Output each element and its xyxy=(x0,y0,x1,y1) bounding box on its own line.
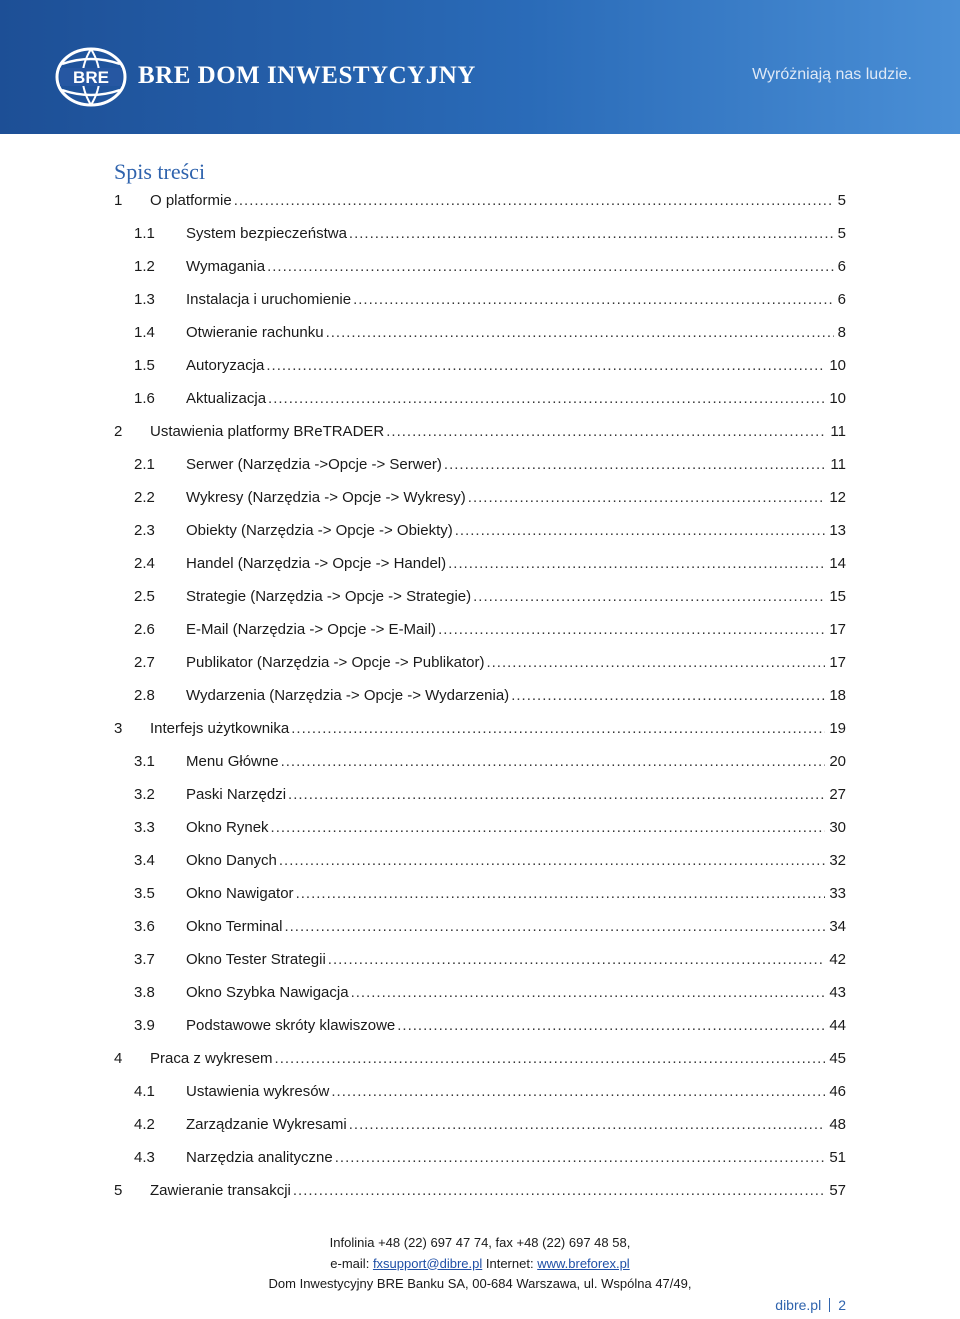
toc-entry-page: 43 xyxy=(829,984,846,1001)
toc-entry-number: 3 xyxy=(114,720,123,737)
toc-dot-leader xyxy=(353,286,834,314)
toc-entry[interactable] xyxy=(114,880,846,913)
toc-entry-title: Ustawienia platformy BReTRADER xyxy=(150,423,385,440)
toc-entry[interactable] xyxy=(114,1144,846,1177)
toc-entry-number: 1.3 xyxy=(134,291,155,308)
page-number-block xyxy=(775,1297,846,1313)
toc-entry[interactable] xyxy=(114,1012,846,1045)
toc-entry-title: Paski Narzędzi xyxy=(186,786,287,803)
toc-entry-number: 4.1 xyxy=(134,1083,155,1100)
toc-dot-leader xyxy=(328,946,826,974)
footer-email-link[interactable]: fxsupport@dibre.pl xyxy=(372,1255,483,1271)
toc-entry-page: 34 xyxy=(829,918,846,935)
toc-entry[interactable] xyxy=(114,550,846,583)
toc-entry-title: Zawieranie transakcji xyxy=(150,1182,291,1199)
toc-dot-leader xyxy=(284,913,825,941)
toc-entry-title: O platformie xyxy=(150,192,232,209)
toc-entry-page: 27 xyxy=(829,786,846,803)
toc-entry[interactable] xyxy=(114,220,846,253)
toc-dot-leader xyxy=(293,1177,825,1205)
toc-entry-title: Okno Nawigator xyxy=(186,885,294,902)
toc-entry-number: 2.1 xyxy=(134,456,155,473)
pager-page-number: 2 xyxy=(838,1297,846,1313)
toc-entry-title: Okno Danych xyxy=(186,852,277,869)
toc-entry-number: 4.2 xyxy=(134,1116,155,1133)
toc-dot-leader xyxy=(349,1111,826,1139)
toc-entry-page: 5 xyxy=(837,192,846,209)
toc-entry-title: System bezpieczeństwa xyxy=(186,225,347,242)
logo-lettering: BRE xyxy=(73,68,109,87)
toc-entry-number: 2.4 xyxy=(134,555,155,572)
toc-dot-leader xyxy=(351,979,826,1007)
toc-entry-number: 3.3 xyxy=(134,819,155,836)
toc-entry[interactable] xyxy=(114,1045,846,1078)
toc-entry-number: 4.3 xyxy=(134,1149,155,1166)
toc-entry-number: 1.2 xyxy=(134,258,155,275)
footer-address-line: Dom Inwestycyjny BRE Banku SA, 00-684 Warszawa, ul. Wspólna 47/49, xyxy=(268,1276,692,1291)
toc-entry[interactable] xyxy=(114,385,846,418)
toc-entry-title: Okno Szybka Nawigacja xyxy=(186,984,349,1001)
pager-site: dibre.pl xyxy=(775,1297,822,1313)
toc-entry-page: 12 xyxy=(829,489,846,506)
toc-entry[interactable] xyxy=(114,715,846,748)
toc-entry[interactable] xyxy=(114,418,846,451)
toc-entry[interactable] xyxy=(114,946,846,979)
toc-entry-page: 42 xyxy=(829,951,846,968)
toc-entry-title: Okno Rynek xyxy=(186,819,269,836)
toc-dot-leader xyxy=(268,385,825,413)
toc-entry[interactable] xyxy=(114,814,846,847)
toc-entry[interactable] xyxy=(114,1111,846,1144)
toc-entry-page: 46 xyxy=(829,1083,846,1100)
toc-dot-leader xyxy=(271,814,826,842)
toc-entry-title: Ustawienia wykresów xyxy=(186,1083,330,1100)
brand-slogan: Wyróżniają nas ludzie. xyxy=(752,66,912,83)
toc-dot-leader xyxy=(275,1045,826,1073)
toc-entry-title: Obiekty (Narzędzia -> Opcje -> Obiekty) xyxy=(186,522,453,539)
toc-entry-title: Serwer (Narzędzia ->Opcje -> Serwer) xyxy=(186,456,442,473)
toc-entry[interactable] xyxy=(114,517,846,550)
toc-entry-title: Wykresy (Narzędzia -> Opcje -> Wykresy) xyxy=(186,489,466,506)
toc-entry-title: Okno Tester Strategii xyxy=(186,951,326,968)
toc-entry[interactable] xyxy=(114,847,846,880)
toc-dot-leader xyxy=(335,1144,826,1172)
toc-entry-title: Aktualizacja xyxy=(186,390,267,407)
toc-dot-leader xyxy=(511,682,825,710)
toc-entry-title: Wymagania xyxy=(186,258,266,275)
toc-dot-leader xyxy=(486,649,825,677)
toc-entry-page: 5 xyxy=(837,225,846,242)
toc-entry[interactable] xyxy=(114,781,846,814)
toc-dot-leader xyxy=(281,748,826,776)
toc-entry-number: 2.2 xyxy=(134,489,155,506)
toc-entry[interactable] xyxy=(114,649,846,682)
toc-entry-title: Instalacja i uruchomienie xyxy=(186,291,352,308)
toc-entry[interactable] xyxy=(114,616,846,649)
toc-entry-page: 17 xyxy=(829,654,846,671)
toc-entry-page: 10 xyxy=(829,357,846,374)
toc-dot-leader xyxy=(288,781,825,809)
toc-entry-page: 6 xyxy=(837,291,846,308)
toc-entry-title: Zarządzanie Wykresami xyxy=(186,1116,347,1133)
toc-entry-number: 3.7 xyxy=(134,951,155,968)
toc-entry-number: 3.5 xyxy=(134,885,155,902)
toc-entry-page: 44 xyxy=(829,1017,846,1034)
toc-entry-page: 48 xyxy=(829,1116,846,1133)
toc-entry-page: 11 xyxy=(830,423,846,440)
toc-entry-page: 45 xyxy=(829,1050,846,1067)
toc-entry[interactable] xyxy=(114,253,846,286)
toc-dot-leader xyxy=(267,253,834,281)
toc-entry[interactable] xyxy=(114,319,846,352)
toc-entry[interactable] xyxy=(114,979,846,1012)
toc-entry-page: 14 xyxy=(829,555,846,572)
toc-dot-leader xyxy=(266,352,825,380)
toc-entry[interactable] xyxy=(114,1078,846,1111)
toc-entry-number: 3.1 xyxy=(134,753,155,770)
brand-name: BRE DOM INWESTYCYJNY xyxy=(138,62,476,89)
toc-dot-leader xyxy=(444,451,827,479)
toc-entry[interactable] xyxy=(114,187,846,220)
toc-entry-page: 17 xyxy=(829,621,846,638)
toc-entry[interactable] xyxy=(114,286,846,319)
toc-entry-page: 10 xyxy=(829,390,846,407)
toc-entry-number: 2.6 xyxy=(134,621,155,638)
toc-entry-title: Okno Terminal xyxy=(186,918,283,935)
toc-entry-number: 3.9 xyxy=(134,1017,155,1034)
toc-entry-title: Wydarzenia (Narzędzia -> Opcje -> Wydarzenia) xyxy=(186,687,510,704)
toc-entry-number: 1.6 xyxy=(134,390,155,407)
toc-dot-leader xyxy=(279,847,825,875)
toc-entry-number: 3.6 xyxy=(134,918,155,935)
toc-dot-leader xyxy=(468,484,826,512)
toc-dot-leader xyxy=(291,715,825,743)
toc-entry-number: 3.4 xyxy=(134,852,155,869)
toc-entry-page: 18 xyxy=(829,687,846,704)
toc-entry[interactable] xyxy=(114,451,846,484)
toc-dot-leader xyxy=(331,1078,825,1106)
toc-entry-title: Handel (Narzędzia -> Opcje -> Handel) xyxy=(186,555,447,572)
toc-heading: Spis treści xyxy=(114,159,206,184)
toc-dot-leader xyxy=(296,880,826,908)
footer-internet-label: Internet: xyxy=(485,1255,534,1271)
toc-entry[interactable] xyxy=(114,748,846,781)
toc-entry[interactable] xyxy=(114,913,846,946)
pager-divider xyxy=(829,1298,830,1312)
toc-dot-leader xyxy=(386,418,826,446)
toc-entry-page: 13 xyxy=(829,522,846,539)
table-of-contents xyxy=(114,187,846,1210)
toc-entry[interactable] xyxy=(114,682,846,715)
toc-entry-page: 19 xyxy=(829,720,846,737)
toc-entry-number: 2.3 xyxy=(134,522,155,539)
toc-entry-page: 51 xyxy=(829,1149,846,1166)
toc-entry-number: 2.5 xyxy=(134,588,155,605)
toc-dot-leader xyxy=(397,1012,825,1040)
toc-entry-number: 3.8 xyxy=(134,984,155,1001)
toc-entry-title: Interfejs użytkownika xyxy=(150,720,290,737)
toc-entry-number: 2 xyxy=(114,423,123,440)
toc-entry-number: 1 xyxy=(114,192,123,209)
toc-entry-page: 57 xyxy=(829,1182,846,1199)
footer-contact-line: Infolinia +48 (22) 697 47 74, fax +48 (22) 697 48 58, xyxy=(329,1235,631,1250)
toc-dot-leader xyxy=(473,583,825,611)
toc-entry-number: 4 xyxy=(114,1050,123,1067)
bre-globe-logo-icon xyxy=(54,46,128,108)
toc-entry-number: 3.2 xyxy=(134,786,155,803)
toc-dot-leader xyxy=(448,550,825,578)
toc-entry-title: Strategie (Narzędzia -> Opcje -> Strategie) xyxy=(186,588,472,605)
toc-entry-number: 1.5 xyxy=(134,357,155,374)
toc-dot-leader xyxy=(234,187,834,215)
toc-entry-page: 6 xyxy=(837,258,846,275)
toc-entry-number: 1.1 xyxy=(134,225,155,242)
toc-dot-leader xyxy=(326,319,834,347)
toc-entry-number: 2.7 xyxy=(134,654,155,671)
toc-entry-page: 8 xyxy=(837,324,846,341)
toc-dot-leader xyxy=(349,220,834,248)
footer-email-label: e-mail: xyxy=(330,1255,370,1271)
footer-website-link[interactable]: www.breforex.pl xyxy=(537,1255,630,1271)
toc-entry-number: 5 xyxy=(114,1182,123,1199)
toc-entry-title: E-Mail (Narzędzia -> Opcje -> E-Mail) xyxy=(186,621,437,638)
toc-entry-page: 11 xyxy=(830,456,846,473)
toc-entry-page: 33 xyxy=(829,885,846,902)
toc-entry-page: 15 xyxy=(829,588,846,605)
toc-entry[interactable] xyxy=(114,583,846,616)
toc-entry-title: Menu Główne xyxy=(186,753,279,770)
toc-entry-title: Otwieranie rachunku xyxy=(186,324,324,341)
page-footer xyxy=(0,1233,960,1295)
toc-entry-title: Praca z wykresem xyxy=(150,1050,273,1067)
toc-entry-title: Podstawowe skróty klawiszowe xyxy=(186,1017,396,1034)
footer-links-line xyxy=(0,1254,960,1275)
toc-entry[interactable] xyxy=(114,1177,846,1210)
toc-entry[interactable] xyxy=(114,352,846,385)
toc-entry-number: 2.8 xyxy=(134,687,155,704)
toc-entry-page: 20 xyxy=(829,753,846,770)
toc-entry-title: Autoryzacja xyxy=(186,357,265,374)
toc-dot-leader xyxy=(455,517,826,545)
toc-entry-page: 32 xyxy=(829,852,846,869)
toc-entry-page: 30 xyxy=(829,819,846,836)
toc-entry-number: 1.4 xyxy=(134,324,155,341)
toc-entry-title: Publikator (Narzędzia -> Opcje -> Publikator) xyxy=(186,654,485,671)
page-header-banner xyxy=(0,0,960,134)
toc-dot-leader xyxy=(438,616,825,644)
toc-entry-title: Narzędzia analityczne xyxy=(186,1149,333,1166)
toc-entry[interactable] xyxy=(114,484,846,517)
